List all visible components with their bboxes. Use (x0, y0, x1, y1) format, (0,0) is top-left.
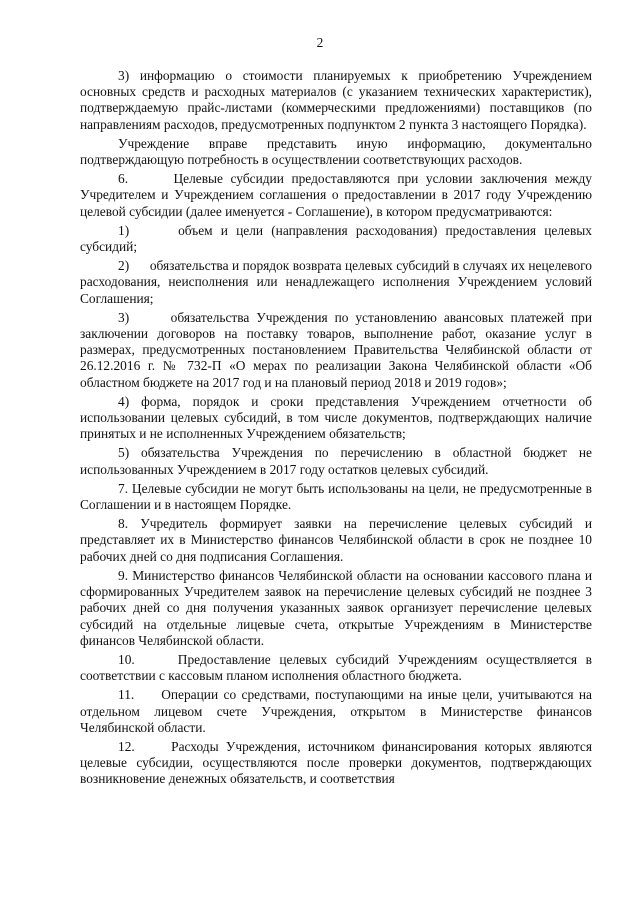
page-number: 2 (316, 35, 324, 50)
paragraph-8: 8. Учредитель формирует заявки на перечисление целевых субсидий и представляет их в Министерство финансов Челябинской области в срок не позднее 10 рабочих дней со дня подписания Соглашения. (80, 516, 592, 564)
paragraph-12: 12. Расходы Учреждения, источником финансирования которых являются целевые субсидии, осуществляются после проверки документов, подтверждающих возникновение денежных обязательств, и соответствия (80, 738, 592, 787)
list-item-4: 4) форма, порядок и сроки представления Учреждением отчетности об использовании целевых субсидий, в том числе документов, подтверждающих наличие принятых и не исполненных Учреждением обязательств; (80, 393, 592, 442)
paragraph-additional-info: Учреждение вправе представить иную информацию, документально подтверждающую потребность в осуществлении соответствующих расходов. (80, 135, 592, 168)
list-item-2: 2) обязательства и порядок возврата целевых субсидий в случаях их нецелевого расходования, неисполнения или ненадлежащего исполнения Учреждением условий Соглашения; (80, 258, 592, 306)
paragraph-11: 11. Операции со средствами, поступающими на иные цели, учитываются на отдельном лицевом счете Учреждения, открытом в Министерстве финансов Челябинской области. (80, 687, 592, 735)
list-item-3: 3) обязательства Учреждения по установлению авансовых платежей при заключении договоров на поставку товаров, выполнение работ, оказание услуг в размерах, предусмотренных постановлением Правительства Челябинской области от 26.12.2016 г. № 732-П «О мерах по реализации Закона Челябинской области «Об областном бюджете на 2017 год и на плановый период 2018 и 2019 годов»; (80, 309, 592, 390)
paragraph-3-price-info: 3) информацию о стоимости планируемых к приобретению Учреждением основных средств и расходных материалов (с указанием технических характеристик), подтверждаемую прайс-листами (коммерческими предложениями) поставщиков (по направлениям расходов, предусмотренных подпунктом 2 пункта 3 настоящего Порядка). (80, 68, 592, 132)
paragraph-9: 9. Министерство финансов Челябинской области на основании кассового плана и сформированных Учредителем заявок на перечисление целевых субсидий не позднее 3 рабочих дней со дня получения указанных заявок организует перечисление целевых субсидий на отдельные лицевые счета, открытые Учреждениям в Министерстве финансов Челябинской области. (80, 567, 592, 648)
paragraph-10: 10. Предоставление целевых субсидий Учреждениям осуществляется в соответствии с кассовым планом исполнения областного бюджета. (80, 651, 592, 684)
paragraph-7: 7. Целевые субсидии не могут быть использованы на цели, не предусмотренные в Соглашении и в настоящем Порядке. (80, 480, 592, 513)
paragraph-6-conditions: 6. Целевые субсидии предоставляются при условии заключения между Учредителем и Учреждением соглашения о предоставлении в 2017 году Учреждению целевой субсидии (далее именуется - Соглашение), в котором предусматриваются: (80, 171, 592, 219)
list-item-1: 1) объем и цели (направления расходования) предоставления целевых субсидий; (80, 222, 592, 255)
document-body (80, 68, 592, 791)
list-item-5: 5) обязательства Учреждения по перечислению в областной бюджет не использованных Учреждением в 2017 году остатков целевых субсидий. (80, 445, 592, 477)
